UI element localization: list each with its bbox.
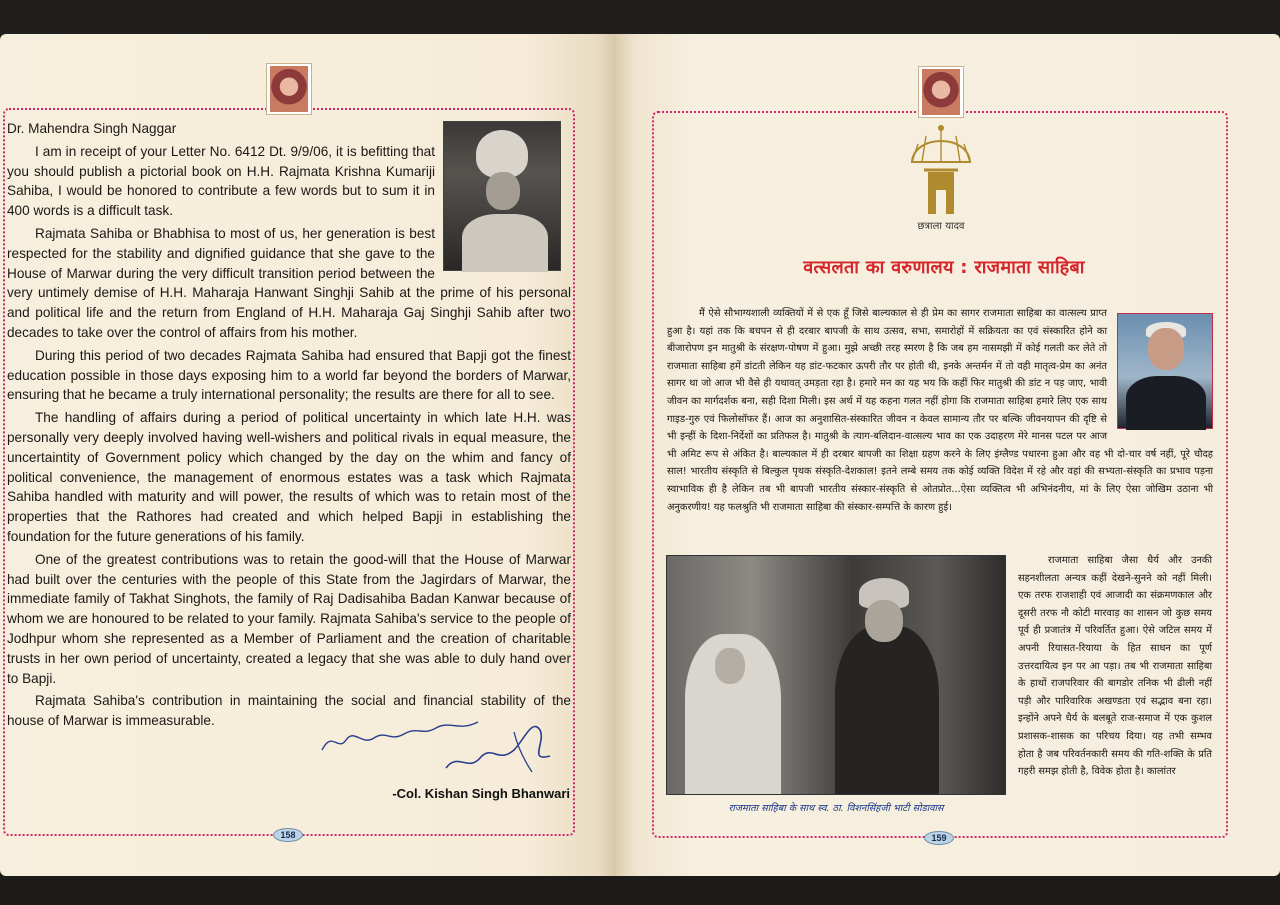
article-heading: वत्सलता का वरुणालय : राजमाता साहिबा [803,257,1085,278]
article-intro-text [667,305,1213,516]
photo-caption: राजमाता साहिबा के साथ स्व. ठा. विशनसिंहजी भाटी सोडावास [728,803,944,814]
scan-background-bottom [0,872,1280,905]
letter-body [7,119,571,734]
rajmata-with-thakur-photo [666,555,1006,795]
letter-paragraph: I am in receipt of your Letter No. 6412 Dt. 9/9/06, it is befitting that you should publish a pictorial book on H.H. Rajmata Krishna Kumariji Sahiba, I would be honored to contribute a few words but to sum it in 400 words is a difficult task. [7,143,435,219]
letter-paragraph: Rajmata Sahiba or Bhabhisa to most of us, her generation is best respected for the stability and dignified guidance that she gave to the House of Marwar during the very difficult transition period between the very untimely demise of H.H. Maharaja Hanwant Singhji Sahib at the prime of his personal and political life and the return from England of H.H. Maharaja Gaj Singhji Sahib after two decades to take over the control of affairs from his mother. [7,225,571,340]
page-number-left: 158 [273,828,303,842]
rajmata-portrait-right [918,66,964,118]
scan-background-top [0,0,1280,36]
letter-paragraph: During this period of two decades Rajmata Sahiba had ensured that Bapji got the finest education possible in those days exposing him to a world far beyond the borders of Marwar, ensuring that he became a truly international personality; the results are there for all to see. [7,347,571,403]
logo-caption: छत्राला यादव [917,221,965,232]
letter-paragraph: Rajmata Sahiba's contribution in maintaining the social and financial stability of the house of Marwar is immeasurable. [7,693,571,729]
chhatra-umbrella-logo [908,122,974,218]
maharaja-photo [443,121,561,271]
rajmata-portrait-left [266,63,312,115]
letter-salutation: Dr. Mahendra Singh Naggar [7,121,177,136]
letter-signer: -Col. Kishan Singh Bhanwari [392,786,570,801]
page-number-right: 159 [924,831,954,845]
letter-paragraph: The handling of affairs during a period of political uncertainty in which late H.H. was personally very deeply involved having well-wishers and political rivals in equal measure, the uncertaintity of Government policy which changed by the day on the whim and fancy of political convenience, the management of enormous estates was a task which Rajmata Sahiba handled with maturity and will power, the results of which was to retain most of the properties that the Rathores had created and which helped Bapji in establishing the foundation for the future generations of his family. [7,410,571,544]
article-paragraph: मैं ऐसे सौभाग्यशाली व्यक्तियों में से एक हूँ जिसे बाल्यकाल से ही प्रेम का सागर राजमाता साहिबा का वात्सल्य प्राप्त हुआ है। यहां तक कि बचपन से ही दरबार बापजी के साथ उत्सव, सभा, समारोहों में सक्रियता का एवं संस्कारित होने का बीजारोपण इन मातुश्री के संरक्षण-पोषण में हुआ। मुझे अच्छी तरह स्मरण है कि जब हम नासमझी में कोई गलती कर लेते तो राजमाता साहिबा हमें डांटती लेकिन यह डांट-फटकार ऊपरी तौर पर होती थी, इनके अन्तर्मन में तो वही मातृत्व-प्रेम का अनंत सागर था जो आज भी वैसे ही यथावत् उमड़ता रहा है। हमारे मन का यह भय कि कहीं फिर मातुश्री की डांट न पड़ जाए, भावी जीवन का मार्गदर्शक बना, सही दिशा मिली। इस अर्थ में यह कहना गलत नहीं होगा कि राजमाता साहिबा हमारे लिए एक साथ गाइड-गुरु एवं फिलोसॉफर हैं। आज का अनुशासित-संस्कारित जीवन न केवल सामान्य तौर पर बल्कि जीवनयापन की दृष्टि से भी इन्हीं के दिशा-निर्देशों का प्रतिफल है। मातुश्री के त्याग-बलिदान-वात्सल्य भाव का एक उदाहरण मेरे मानस पटल पर आज भी अमिट रूप से अंकित है। बाल्यकाल में ही दरबार बापजी का शिक्षा ग्रहण करने के लिए इंग्लैण्ड पधारना हुआ और वह भी दो-चार वर्ष नहीं, पूरे चौदह साल! भारतीय संस्कृति से बिल्कुल पृथक संस्कृति-देशकाल! इतने लम्बे समय तक कोई व्यक्ति विदेश में रहे और वहां की सभ्यता-संस्कृति का प्रभाव पड़ना स्वाभाविक ही है लेकिन तब भी बापजी भारतीय संस्कार-संस्कृति से ओतप्रोत...ऐसा व्यक्तित्व भी अभिनंदनीय, मां के लिए ऐसा जोखिम उठाना भी अनुकरणीय! यह फलश्रुति भी राजमाता साहिबा की संस्कार-सम्पत्ति के कारण हुई। [667,308,1213,513]
handwritten-signature [318,712,568,782]
author-photo [1117,313,1213,429]
article-side-text [1018,552,1212,781]
article-paragraph: राजमाता साहिबा जैसा धैर्य और उनकी सहनशीलता अन्यत्र कहीं देखने-सुनने को नहीं मिली। एक तरफ राजशाही एवं आजादी का संक्रमणकाल और दूसरी तरफ नौ कोटी मारवाड़ का शासन जो कुछ समय पूर्व ही प्रजातंत्र में परिवर्तित हुआ। ऐसे जटिल समय में अपनी रियासत-रियाया के हित साधन का पूर्ण उत्तरदायित्व इन पर आ पड़ा। तब भी राजमाता साहिबा के हाथों राजपरिवार की बागडोर तनिक भी ढीली नहीं पड़ी और पारिवारिक अखण्डता एवं सद्भाव बना रहा। इन्होंने अपने धैर्य के बलबूते राज-समाज में एक कुशल प्रशासक-शासक का परिचय दिया। यह तभी सम्भव होता है जब परिवर्तनकारी समय की गति-शक्ति के प्रति गहरी समझ होती है, विवेक होता है। कालांतर [1018,555,1212,778]
letter-paragraph: One of the greatest contributions was to retain the good-will that the House of Marwar had built over the centuries with the people of this State from the Jagirdars of Marwar, the immediate family of Takhat Singhots, the family of Raj Dadisahiba Badan Kanwar because of whom we are honoured to be related to your family. Rajmata Sahiba's service to the people of Jodhpur whom she represented as a Member of Parliament and the creation of charitable trusts in her own period of uncertainty, created a legacy that she was able to duly hand over to Bapji. [7,551,571,686]
